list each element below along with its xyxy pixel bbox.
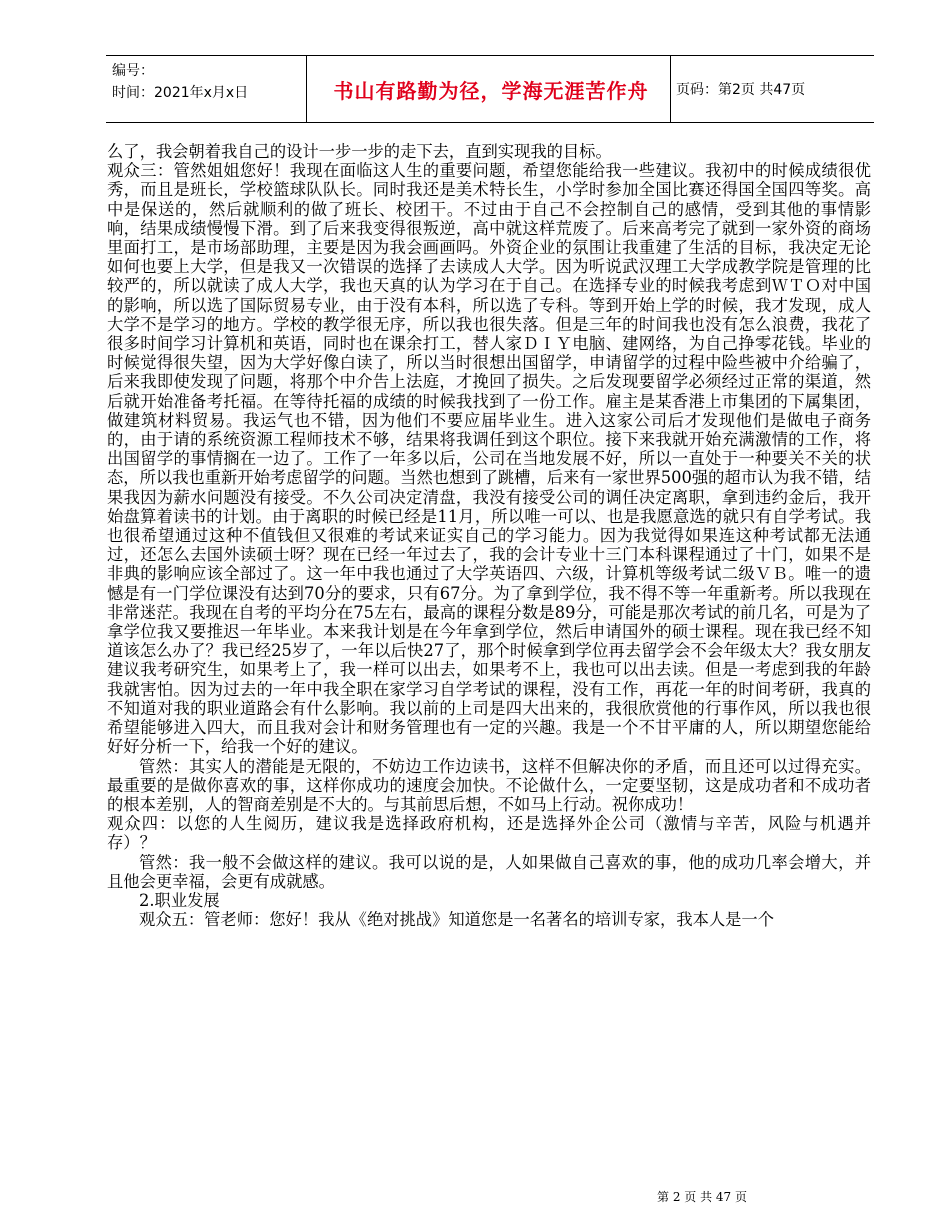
- paragraph: 管然：其实人的潜能是无限的，不妨边工作边读书，这样不但解决你的矛盾，而且还可以过得充实。最重要的是做你喜欢的事，这样你成功的速度会加快。不论做什么，一定要坚韧，这是成功者和不成功者的根本差别，人的智商差别是不大的。与其前思后想，不如马上行动。祝你成功！: [107, 756, 871, 814]
- header-meta: [112, 60, 248, 104]
- paragraph: 2.职业发展: [139, 890, 220, 910]
- paragraph: 观众三：管然姐姐您好！我现在面临这人生的重要问题，希望您能给我一些建议。我初中的时候成绩很优秀，而且是班长，学校篮球队队长。同时我还是美术特长生，小学时参加全国比赛还得国全国四等奖。高中是保送的，然后就顺利的做了班长、校团干。不过由于自己不会控制自己的感情，受到其他的事情影响，结果成绩慢慢下滑。到了后来我变得很叛逆，高中就这样荒废了。后来高考完了就到一家外资的商场里面打工，是市场部助理，主要是因为我会画画吗。外资企业的氛围让我重建了生活的目标，我决定无论如何也要上大学，但是我又一次错误的选择了去读成人大学。因为听说武汉理工大学成教学院是管理的比较严的，所以就读了成人大学，我也天真的认为学习在于自己。在选择专业的时候我考虑到ＷＴＯ对中国的影响，所以选了国际贸易专业，由于没有本科，所以选了专科。等到开始上学的时候，我才发现，成人大学不是学习的地方。学校的教学很无序，所以我也很失落。但是三年的时间我也没有怎么浪费，我花了很多时间学习计算机和英语，同时也在课余打工，替人家ＤＩＹ电脑、建网络，为自己挣零花钱。毕业的时候觉得很失望，因为大学好像白读了，所以当时很想出国留学，申请留学的过程中险些被中介给骗了，后来我即使发现了问题，将那个中介告上法庭，才挽回了损失。之后发现要留学必须经过正常的渠道，然后就开始准备考托福。在等待托福的成绩的时候我找到了一份工作。雇主是某香港上市集团的下属集团，做建筑材料贸易。我运气也不错，因为他们不要应届毕业生。进入这家公司后才发现他们是做电子商务的，由于请的系统资源工程师技术不够，结果将我调任到这个职位。接下来我就开始充满激情的工作，将出国留学的事情搁在一边了。工作了一年多以后，公司在当地发展不好，所以一直处于一种要关不关的状态，所以我也重新开始考虑留学的问题。当然也想到了跳槽，后来有一家世界500强的超市认为我不错，结果我因为薪水问题没有接受。不久公司决定清盘，我没有接受公司的调任决定离职，拿到违约金后，我开始盘算着读书的计划。由于离职的时候已经是11月，所以唯一可以、也是我愿意选的就只有自学考试。我也很希望通过这种不值钱但又很难的考试来证实自己的学习能力。因为我觉得如果连这种考试都无法通过，还怎么去国外读硕士呀？现在已经一年过去了，我的会计专业十三门本科课程通过了十门，如果不是非典的影响应该全部过了。这一年中我也通过了大学英语四、六级，计算机等级考试二级ＶＢ。唯一的遗憾是有一门学位课没有达到70分的要求，只有67分。为了拿到学位，我不得不等一年重新考。所以我现在非常迷茫。我现在自考的平均分在75左右，最高的课程分数是89分，可能是那次考试的前几名，可是为了拿学位我又要推迟一年毕业。本来我计划是在今年拿到学位，然后申请国外的硕士课程。现在我已经不知道该怎么办了？我已经25岁了，一年以后快27了，那个时候拿到学位再去留学会不会年级太大？我女朋友建议我考研究生，如果考上了，我一样可以出去，如果考不上，我也可以出去读。但是一考虑到我的年龄我就害怕。因为过去的一年中我全职在家学习自学考试的课程，没有工作，再花一年的时间考研，我真的不知道对我的职业道路会有什么影响。我以前的上司是四大出来的，我很欣赏他的行事作风，所以我也很希望能够进入四大，而且我对会计和财务管理也有一定的兴趣。我是一个不甘平庸的人，所以期望您能给好好分析一下，给我一个好的建议。: [107, 161, 871, 757]
- paragraph: 管然：我一般不会做这样的建议。我可以说的是，人如果做自己喜欢的事，他的成功几率会增大，并且他会更幸福，会更有成就感。: [107, 852, 871, 891]
- header-divider: [306, 56, 307, 122]
- paragraph: 么了，我会朝着我自己的设计一步一步的走下去，直到实现我的目标。: [107, 142, 612, 161]
- page-footer: 第 2 页 共 47 页: [657, 1190, 747, 1204]
- document-time-label: 时间：2021年x月x日: [112, 85, 249, 101]
- header-motto: 书山有路勤为径，学海无涯苦作舟: [333, 78, 649, 103]
- header-divider: [670, 56, 671, 122]
- document-body: [107, 142, 871, 929]
- paragraph: 观众五：管老师：您好！我从《绝对挑战》知道您是一名著名的培训专家，我本人是一个: [139, 910, 774, 930]
- page-header: [106, 55, 874, 123]
- document-number-label: 编号：: [112, 63, 154, 79]
- header-page-label: 页码：第2页 共47页: [676, 82, 806, 98]
- paragraph: 观众四：以您的人生阅历，建议我是选择政府机构，还是选择外企公司（激情与辛苦，风险与机遇并存）？: [107, 814, 871, 853]
